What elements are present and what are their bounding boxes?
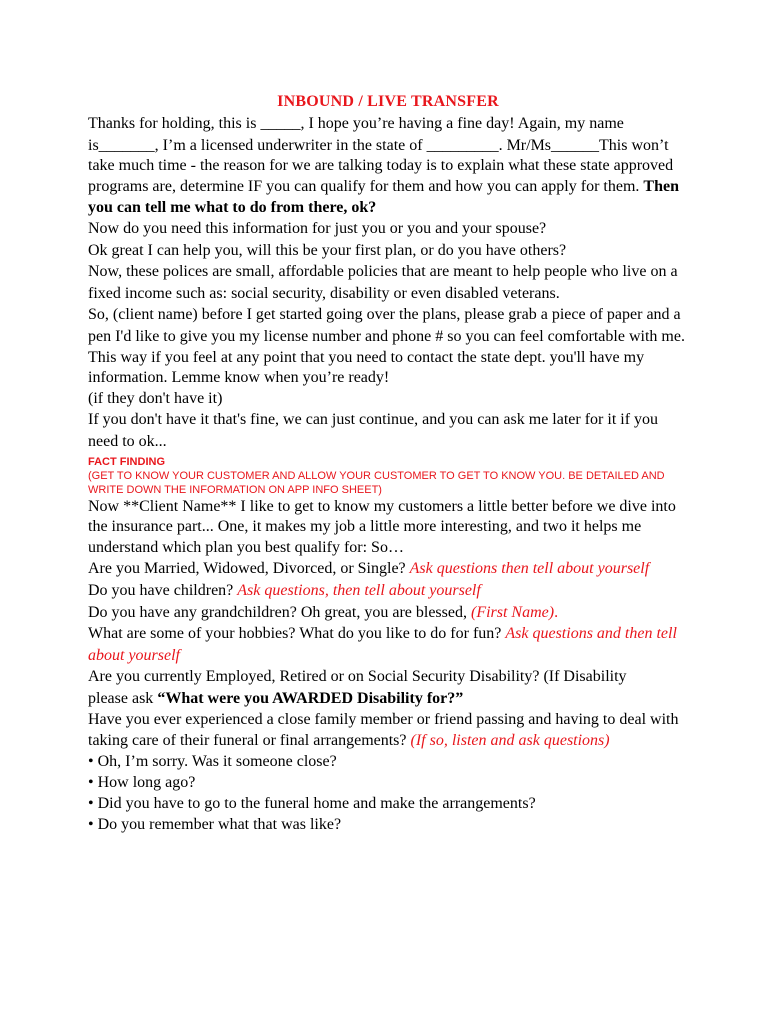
children-question: Do you have children? Ask questions, then tell about yourself [88, 581, 481, 599]
grandchildren-question: Do you have any grandchildren? Oh great, you are blessed, (First Name). [88, 603, 559, 621]
no-pen-note: (if they don't have it) [88, 390, 223, 408]
funeral-question: Have you ever experienced a close family member or friend passing and having to deal with taking care of their funeral or final arrangements? (If so, listen and ask questions) [88, 710, 679, 750]
bullet-item: • Do you remember what that was like? [88, 815, 342, 833]
bullet-item: • Oh, I’m sorry. Was it someone close? [88, 753, 337, 771]
client-intro-paragraph: Now **Client Name** I like to get to know my customers a little better before we dive into the insurance part... One, it makes my job a little more interesting, and two it helps me understand which plan you best qualify for: So… [88, 497, 676, 557]
script-document [88, 92, 688, 835]
bullet-item: • Did you have to go to the funeral home and make the arrangements? [88, 794, 536, 812]
pen-paper-paragraph: So, (client name) before I get started going over the plans, please grab a piece of paper and a pen I'd like to give you my license number and phone # so you can feel comfortable with me. This way if you feel at any point that you need to contact the state dept. you'll have my information. Lemme know when you’re ready! [88, 305, 685, 387]
bullet-item: • How long ago? [88, 773, 196, 791]
fact-finding-note: (GET TO KNOW YOUR CUSTOMER AND ALLOW YOUR CUSTOMER TO GET TO KNOW YOU. BE DETAILED AND WRITE DOWN THE INFORMATION ON APP INFO SHEET) [88, 469, 665, 496]
marital-status-question: Are you Married, Widowed, Divorced, or Single? Ask questions then tell about yourself [88, 559, 650, 577]
first-plan-question: Ok great I can help you, will this be your first plan, or do you have others? [88, 241, 567, 259]
fact-finding-heading: FACT FINDING [88, 455, 165, 468]
employment-question: Are you currently Employed, Retired or on Social Security Disability? (If Disability [88, 667, 627, 685]
document-title: INBOUND / LIVE TRANSFER [277, 93, 499, 110]
disability-followup: please ask “What were you AWARDED Disability for?” [88, 689, 464, 707]
spouse-question: Now do you need this information for just you or you and your spouse? [88, 219, 547, 237]
policies-paragraph: Now, these polices are small, affordable policies that are meant to help people who live on a fixed income such as: social security, disability or even disabled veterans. [88, 263, 678, 303]
hobbies-question: What are some of your hobbies? What do you like to do for fun? Ask questions and then tell about yourself [88, 625, 677, 665]
continue-paragraph: If you don't have it that's fine, we can just continue, and you can ask me later for it if you need to ok... [88, 410, 659, 450]
intro-paragraph: Thanks for holding, this is _____, I hope you’re having a fine day! Again, my name is_______, I’m a licensed underwriter in the state of _________. Mr/Ms______This won’t take much time - the reason for we are talking today is to explain what these state approved programs are, determine IF you can qualify for them and how you can apply for them. Then you can tell me what to do from there, ok? [88, 114, 679, 216]
